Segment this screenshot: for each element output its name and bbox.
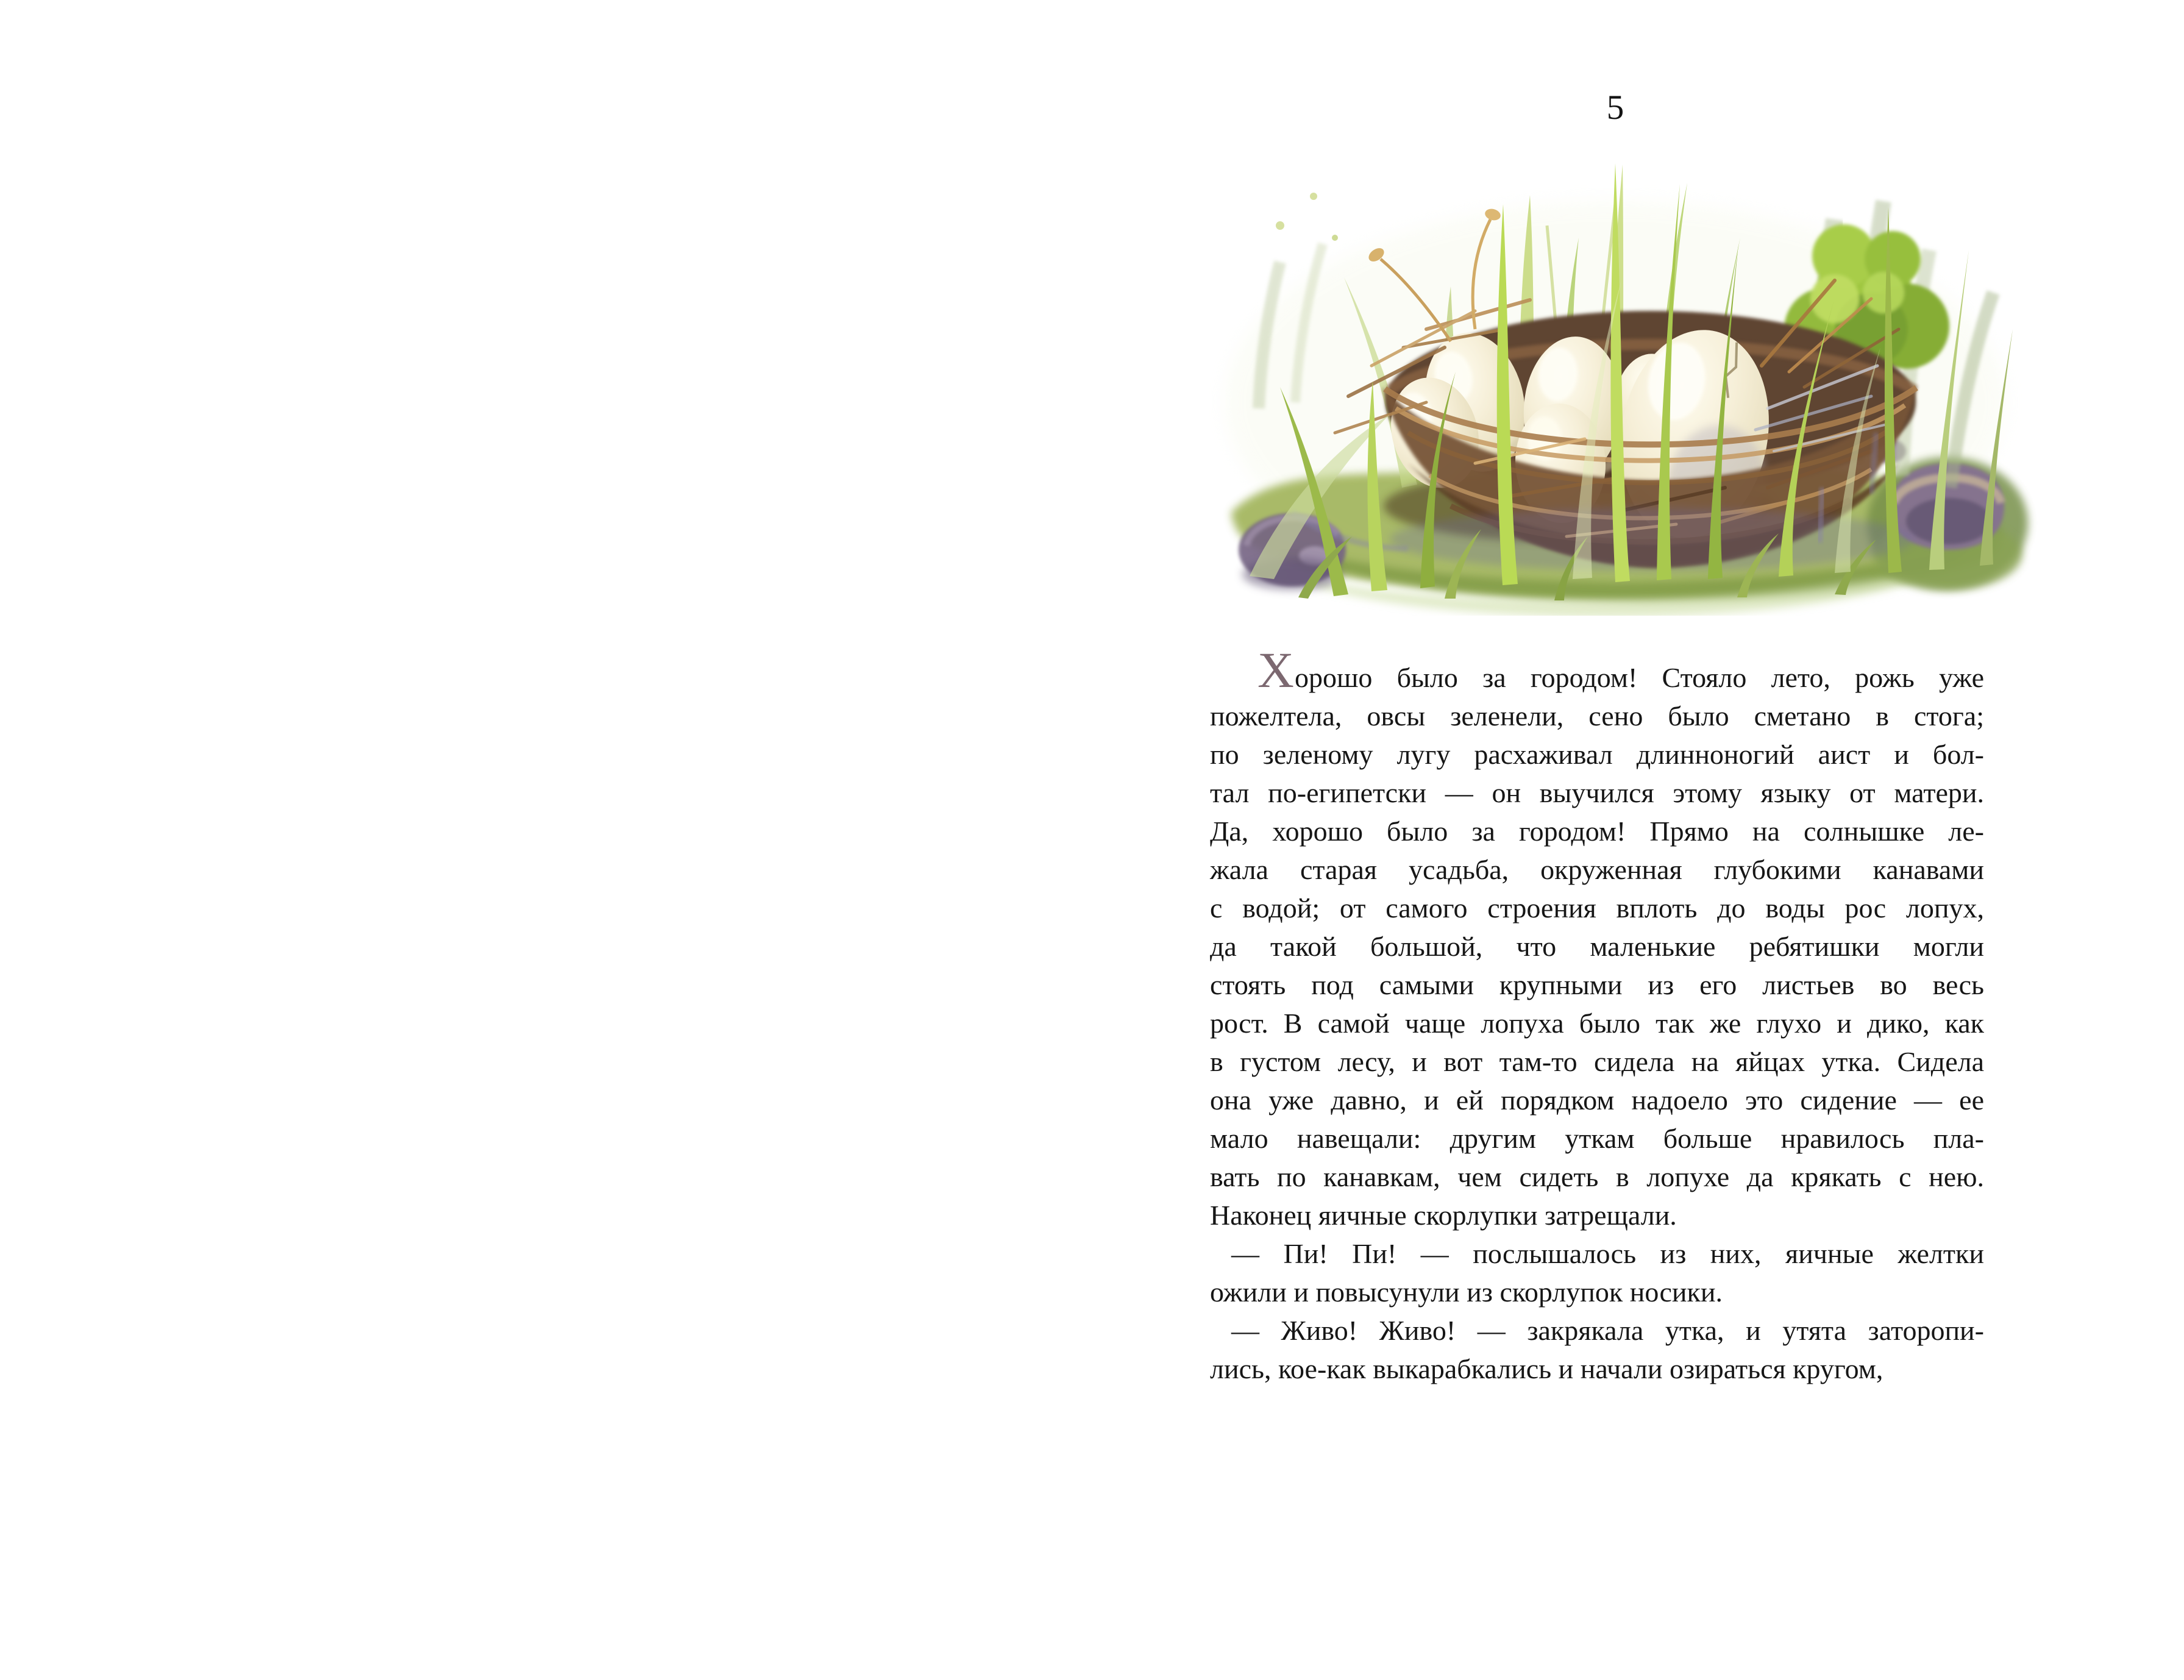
text-line: — Живо! Живо! — закрякала утка, и утята заторопи-	[1231, 1315, 1984, 1346]
text-line: тал по-египетски — он выучился этому языку от матери.	[1210, 777, 1984, 808]
text-line: стоять под самыми крупными из его листьев во весь	[1210, 969, 1984, 1000]
text-line: Да, хорошо было за городом! Прямо на солнышке ле-	[1210, 816, 1984, 847]
text-line: с водой; от самого строения вплоть до воды рос лопух,	[1210, 892, 1984, 924]
text-line: Хорошо было за городом! Стояло лето, рожь уже	[1257, 642, 1984, 698]
text-line: пожелтела, овсы зеленели, сено было сметано в стога;	[1210, 700, 1984, 731]
drop-cap-letter: Х	[1257, 642, 1295, 698]
text-line: да такой большой, что маленькие ребятишки могли	[1210, 931, 1984, 962]
text-line: — Пи! Пи! — послышалось из них, яичные желтки	[1231, 1238, 1984, 1269]
text-line: по зеленому лугу расхаживал длинноногий аист и бол-	[1210, 739, 1984, 770]
text-line: вать по канавкам, чем сидеть в лопухе да крякать с нею.	[1210, 1161, 1984, 1192]
text-line: Наконец яичные скорлупки затрещали.	[1210, 1200, 1677, 1231]
text-line: она уже давно, и ей порядком надоело это сидение — ее	[1210, 1084, 1984, 1116]
story-text	[1210, 642, 1984, 1388]
text-line: мало навещали: другим уткам больше нравилось пла-	[1210, 1123, 1984, 1154]
nest-illustration-svg	[1189, 146, 2042, 616]
text-line: в густом лесу, и вот там-то сидела на яйцах утка. Сидела	[1210, 1046, 1984, 1077]
text-line: ожили и повысунули из скорлупок носики.	[1210, 1276, 1723, 1308]
text-line: жала старая усадьба, окруженная глубокими канавами	[1210, 854, 1984, 885]
nest-illustration	[1189, 146, 2042, 616]
page-number: 5	[1606, 88, 1624, 127]
text-line: рост. В самой чаще лопуха было так же глухо и дико, как	[1210, 1008, 1984, 1039]
text-line: лись, кое-как выкарабкались и начали озираться кругом,	[1210, 1353, 1883, 1384]
